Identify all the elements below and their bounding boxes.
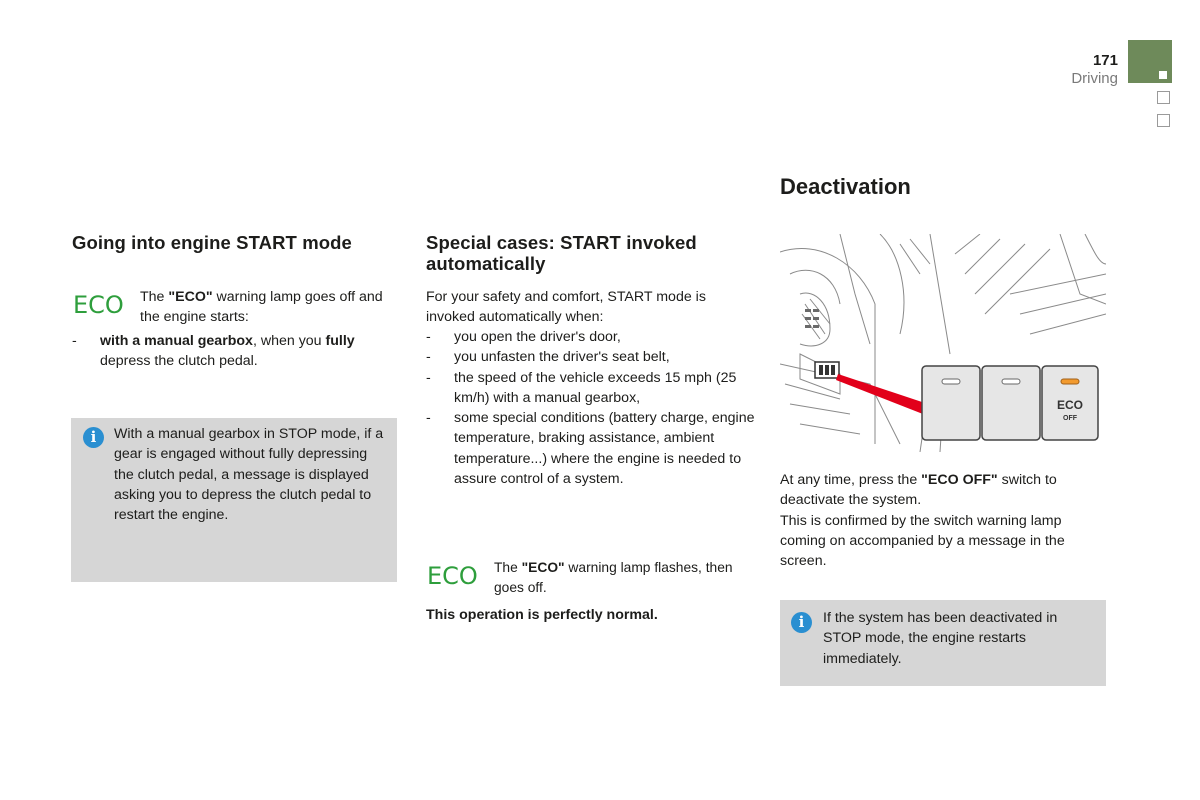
text-emphasis: "ECO" bbox=[521, 560, 565, 575]
eco-off-warning-lamp bbox=[1061, 379, 1079, 384]
list-item bbox=[426, 347, 756, 367]
normal-operation-statement: This operation is perfectly normal. bbox=[426, 607, 658, 623]
text-fragment: The bbox=[140, 289, 169, 305]
text-fragment: warning lamp goes off and the engine starts: bbox=[140, 289, 383, 326]
info-icon: i bbox=[83, 427, 104, 448]
list-item bbox=[426, 368, 756, 409]
switch-lamp bbox=[1002, 379, 1020, 384]
text-fragment: At any time, press the bbox=[780, 472, 922, 488]
page-number: 171 bbox=[1092, 52, 1118, 69]
dashboard-drawing bbox=[780, 234, 1106, 452]
text-emphasis: "ECO" bbox=[168, 289, 213, 305]
conditions-list bbox=[426, 327, 756, 489]
chapter-tab-box bbox=[1157, 91, 1170, 104]
bullet-dash: - bbox=[72, 333, 77, 349]
text-fragment: switch to deactivate the system. bbox=[780, 472, 1057, 509]
heading-engine-start-mode: Going into engine START mode bbox=[72, 232, 352, 253]
text-fragment: depress the clutch pedal. bbox=[100, 353, 258, 370]
list-item-text: the speed of the vehicle exceeds 15 mph (25 km/h) with a manual gearbox, bbox=[454, 369, 737, 406]
info-icon: i bbox=[791, 612, 812, 633]
confirmation-paragraph: This is confirmed by the switch warning lamp coming on accompanied by a message in the screen. bbox=[780, 512, 1065, 570]
list-item-text: some special conditions (battery charge, engine temperature, braking assistance, ambient temperature...) where the engine is needed to assure control of a system. bbox=[454, 410, 755, 488]
switch-button bbox=[982, 366, 1040, 440]
list-item bbox=[72, 331, 392, 372]
list-item-text: you open the driver's door, bbox=[454, 329, 621, 345]
list-item bbox=[426, 408, 756, 489]
eco-off-switch-label-top: ECO bbox=[1056, 398, 1084, 412]
switch-button bbox=[922, 366, 980, 440]
text-emphasis: "ECO OFF" bbox=[921, 472, 998, 488]
info-note-box bbox=[780, 600, 1106, 686]
heading-special-cases: Special cases: START invoked automatically bbox=[426, 232, 697, 274]
info-note-text: If the system has been deactivated in STOP mode, the engine restarts immediately. bbox=[823, 610, 1058, 667]
deactivation-instructions bbox=[780, 470, 1106, 571]
bullet-dash: - bbox=[426, 329, 431, 345]
eco-warning-lamp-icon: ECO bbox=[73, 291, 124, 319]
list-item-text bbox=[100, 331, 392, 372]
eco-off-switch-illustration bbox=[780, 234, 1106, 452]
eco-off-switch-label-bottom: OFF bbox=[1063, 415, 1077, 422]
list-item bbox=[426, 327, 756, 347]
info-note-text: With a manual gearbox in STOP mode, if a gear is engaged without fully depressing the clutch pedal, a message is displayed asking you to depress the clutch pedal to restart the engine. bbox=[114, 426, 384, 524]
special-cases-intro: For your safety and comfort, START mode is invoked automatically when: bbox=[426, 289, 706, 326]
chapter-tab-active bbox=[1128, 40, 1172, 83]
text-fragment: , when you bbox=[252, 333, 326, 349]
eco-lamp-description bbox=[140, 287, 390, 328]
chapter-tab-box bbox=[1157, 114, 1170, 127]
bullet-dash: - bbox=[426, 349, 431, 366]
switch-lamp bbox=[942, 379, 960, 384]
info-note-box bbox=[71, 418, 397, 582]
text-fragment: The bbox=[494, 560, 522, 575]
text-emphasis: with a manual gearbox bbox=[100, 333, 253, 349]
bullet-dash: - bbox=[426, 410, 431, 427]
section-title: Driving bbox=[1071, 70, 1118, 87]
heading-deactivation: Deactivation bbox=[780, 174, 911, 199]
deactivation-paragraph bbox=[780, 470, 1106, 511]
text-fragment: warning lamp flashes, then goes off. bbox=[494, 560, 733, 596]
bullet-dash: - bbox=[426, 369, 431, 386]
chapter-tab-marker bbox=[1159, 71, 1167, 79]
eco-lamp-flash-description bbox=[494, 558, 749, 599]
list-item-text: you unfasten the driver's seat belt, bbox=[454, 349, 670, 366]
switch-panel bbox=[922, 366, 1098, 440]
eco-warning-lamp-icon: ECO bbox=[427, 562, 478, 590]
text-emphasis: fully bbox=[325, 333, 355, 349]
